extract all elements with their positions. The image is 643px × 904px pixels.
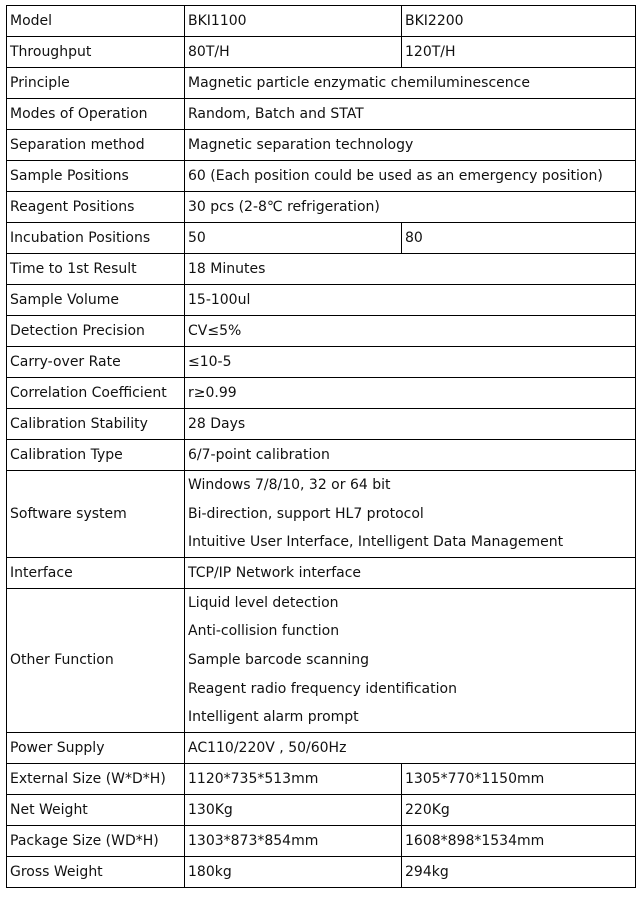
row-label: Interface	[7, 558, 185, 589]
row-label: Calibration Type	[7, 440, 185, 471]
table-row	[7, 347, 636, 378]
table-row	[7, 764, 636, 795]
row-label: Throughput	[7, 37, 185, 68]
row-label: Sample Positions	[7, 161, 185, 192]
table-row	[7, 378, 636, 409]
row-label: Other Function	[7, 589, 185, 733]
row-value: Magnetic separation technology	[185, 130, 636, 161]
row-value-multiline	[185, 589, 636, 733]
row-value-line: Anti-collision function	[188, 623, 340, 640]
row-label: Package Size (WD*H)	[7, 826, 185, 857]
model-1-value: 50	[185, 223, 402, 254]
table-row	[7, 409, 636, 440]
table-row	[7, 857, 636, 888]
table-row	[7, 6, 636, 37]
model-1-value: BKI1100	[185, 6, 402, 37]
row-label: Separation method	[7, 130, 185, 161]
table-row	[7, 223, 636, 254]
row-value: 60 (Each position could be used as an emergency position)	[185, 161, 636, 192]
table-row	[7, 254, 636, 285]
row-value-line: Sample barcode scanning	[188, 651, 370, 668]
table-row	[7, 285, 636, 316]
row-value: r≥0.99	[185, 378, 636, 409]
model-1-value: 130Kg	[185, 795, 402, 826]
table-row	[7, 161, 636, 192]
row-value: 30 pcs (2-8℃ refrigeration)	[185, 192, 636, 223]
table-row	[7, 130, 636, 161]
table-row	[7, 68, 636, 99]
model-1-value: 1120*735*513mm	[185, 764, 402, 795]
row-value-line: Liquid level detection	[188, 594, 339, 611]
model-1-value: 180kg	[185, 857, 402, 888]
table-row	[7, 558, 636, 589]
row-label: Carry-over Rate	[7, 347, 185, 378]
table-row	[7, 826, 636, 857]
row-label: External Size (W*D*H)	[7, 764, 185, 795]
row-value: ≤10-5	[185, 347, 636, 378]
row-value: AC110/220V , 50/60Hz	[185, 733, 636, 764]
row-label: Power Supply	[7, 733, 185, 764]
row-label: Software system	[7, 471, 185, 558]
table-row	[7, 192, 636, 223]
table-row	[7, 37, 636, 68]
spec-table	[6, 5, 636, 888]
row-label: Sample Volume	[7, 285, 185, 316]
row-value-line: Bi-direction, support HL7 protocol	[188, 505, 424, 522]
row-label: Time to 1st Result	[7, 254, 185, 285]
table-row	[7, 795, 636, 826]
model-2-value: 80	[402, 223, 636, 254]
row-label: Reagent Positions	[7, 192, 185, 223]
row-value-line: Reagent radio frequency identification	[188, 680, 457, 697]
table-row	[7, 99, 636, 130]
row-value: 6/7-point calibration	[185, 440, 636, 471]
row-value: Magnetic particle enzymatic chemiluminescence	[185, 68, 636, 99]
spec-table-body	[7, 6, 636, 888]
table-row	[7, 471, 636, 558]
row-label: Calibration Stability	[7, 409, 185, 440]
row-label: Principle	[7, 68, 185, 99]
row-value: Random, Batch and STAT	[185, 99, 636, 130]
row-value-line: Intuitive User Interface, Intelligent Data Management	[188, 534, 564, 551]
model-2-value: 1305*770*1150mm	[402, 764, 636, 795]
row-label: Gross Weight	[7, 857, 185, 888]
row-label: Net Weight	[7, 795, 185, 826]
row-value: 18 Minutes	[185, 254, 636, 285]
row-value-line: Windows 7/8/10, 32 or 64 bit	[188, 477, 391, 493]
table-row	[7, 316, 636, 347]
row-label: Detection Precision	[7, 316, 185, 347]
row-label: Incubation Positions	[7, 223, 185, 254]
model-2-value: 120T/H	[402, 37, 636, 68]
model-2-value: 220Kg	[402, 795, 636, 826]
row-value: CV≤5%	[185, 316, 636, 347]
table-row	[7, 589, 636, 733]
table-row	[7, 733, 636, 764]
table-row	[7, 440, 636, 471]
row-value-multiline	[185, 471, 636, 558]
row-label: Correlation Coefficient	[7, 378, 185, 409]
model-1-value: 80T/H	[185, 37, 402, 68]
model-2-value: 294kg	[402, 857, 636, 888]
row-value-line: Intelligent alarm prompt	[188, 709, 359, 726]
model-2-value: 1608*898*1534mm	[402, 826, 636, 857]
row-label: Model	[7, 6, 185, 37]
row-value: 28 Days	[185, 409, 636, 440]
model-2-value: BKI2200	[402, 6, 636, 37]
row-value: 15-100ul	[185, 285, 636, 316]
row-label: Modes of Operation	[7, 99, 185, 130]
model-1-value: 1303*873*854mm	[185, 826, 402, 857]
row-value: TCP/IP Network interface	[185, 558, 636, 589]
